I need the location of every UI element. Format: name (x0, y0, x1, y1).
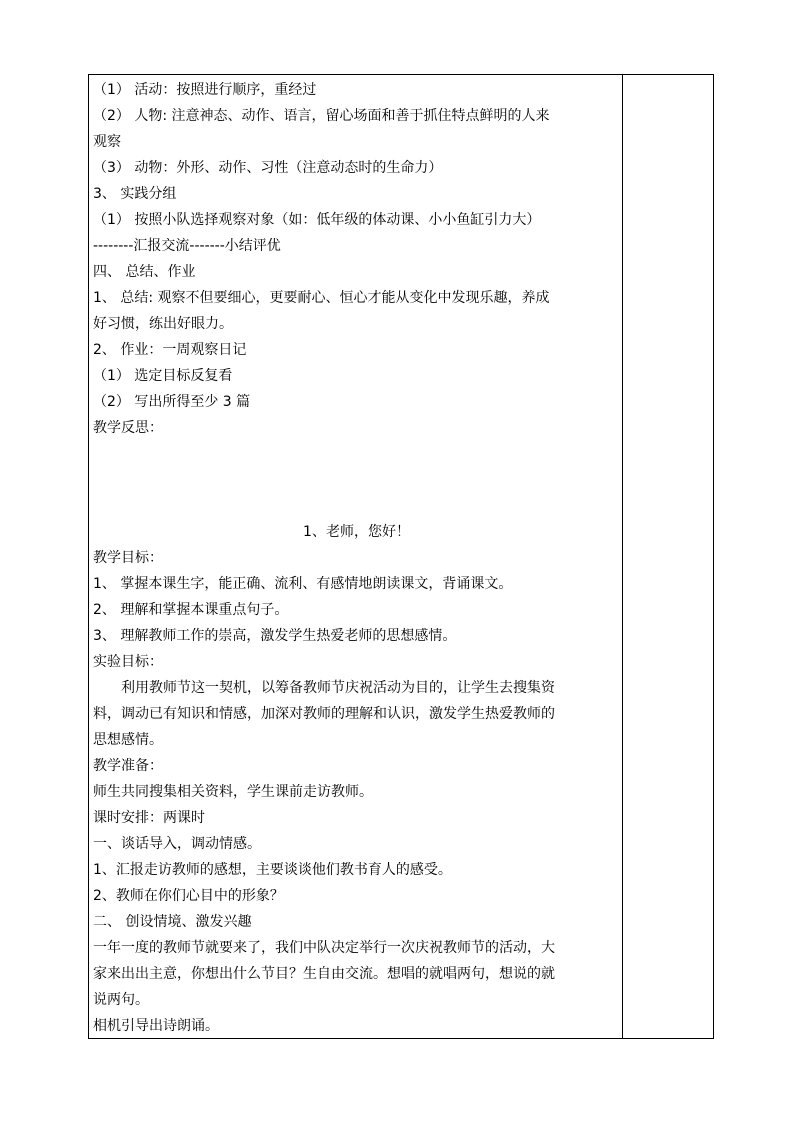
text-line: 课时安排：两课时 (93, 810, 205, 826)
text-line: 相机引导出诗朗诵。 (93, 1018, 219, 1034)
text-line: 说两句。 (93, 992, 149, 1008)
text-line: 1、汇报走访教师的感想，主要谈谈他们教书育人的感受。 (93, 862, 452, 878)
text-line: 观察 (93, 134, 121, 150)
text-line: （1） 按照小队选择观察对象（如：低年级的体动课、小小鱼缸引力大） (93, 212, 541, 228)
text-line: 教学目标： (93, 550, 163, 566)
text-line: 1、 掌握本课生字，能正确、流利、有感情地朗读课文，背诵课文。 (93, 576, 513, 592)
text-line: （2） 写出所得至少 3 篇 (93, 394, 251, 410)
text-line: 2、 作业：一周观察日记 (93, 342, 247, 358)
text-line: 料，调动已有知识和情感，加深对教师的理解和认识，激发学生热爱教师的 (93, 706, 555, 722)
text-line: 利用教师节这一契机，以筹备教师节庆祝活动为目的，让学生去搜集资 (121, 680, 555, 696)
text-line: 一年一度的教师节就要来了，我们中队决定举行一次庆祝教师节的活动，大 (93, 940, 555, 956)
text-line: 二、 创设情境、激发兴趣 (93, 914, 252, 930)
text-line: （2） 人物: 注意神态、动作、语言，留心场面和善于抓住特点鲜明的人来 (93, 108, 550, 124)
text-line: 家来出出主意，你想出什么节目？生自由交流。想唱的就唱两句，想说的就 (93, 966, 555, 982)
text-line: 一、谈话导入，调动情感。 (93, 836, 261, 852)
main-content-cell (93, 77, 620, 1039)
text-line: 2、教师在你们心目中的形象？ (93, 888, 284, 904)
text-line: （1） 活动：按照进行顺序，重经过 (93, 82, 317, 98)
text-line: 实验目标： (93, 654, 163, 670)
text-line: （3） 动物：外形、动作、习性（注意动态时的生命力） (93, 160, 443, 176)
text-line: 思想感情。 (93, 732, 163, 748)
text-line: --------汇报交流-------小结评优 (93, 238, 281, 254)
text-line: 3、 实践分组 (93, 186, 177, 202)
text-line: 1、 总结: 观察不但要细心，更要耐心、恒心才能从变化中发现乐趣，养成 (93, 290, 550, 306)
lesson-title: 1、老师，您好！ (303, 524, 410, 540)
text-line: 3、 理解教师工作的崇高，激发学生热爱老师的思想感情。 (93, 628, 457, 644)
text-line: 2、 理解和掌握本课重点句子。 (93, 602, 289, 618)
lesson-plan-table (88, 74, 714, 1039)
blank-space (93, 441, 620, 519)
text-line: （1） 选定目标反复看 (93, 368, 233, 384)
text-line: 教学准备： (93, 758, 163, 774)
column-divider (622, 75, 623, 1038)
text-line: 好习惯，练出好眼力。 (93, 316, 233, 332)
reflection-label: 教学反思： (93, 420, 163, 436)
text-line: 四、 总结、作业 (93, 264, 196, 280)
text-line: 师生共同搜集相关资料，学生课前走访教师。 (93, 784, 373, 800)
